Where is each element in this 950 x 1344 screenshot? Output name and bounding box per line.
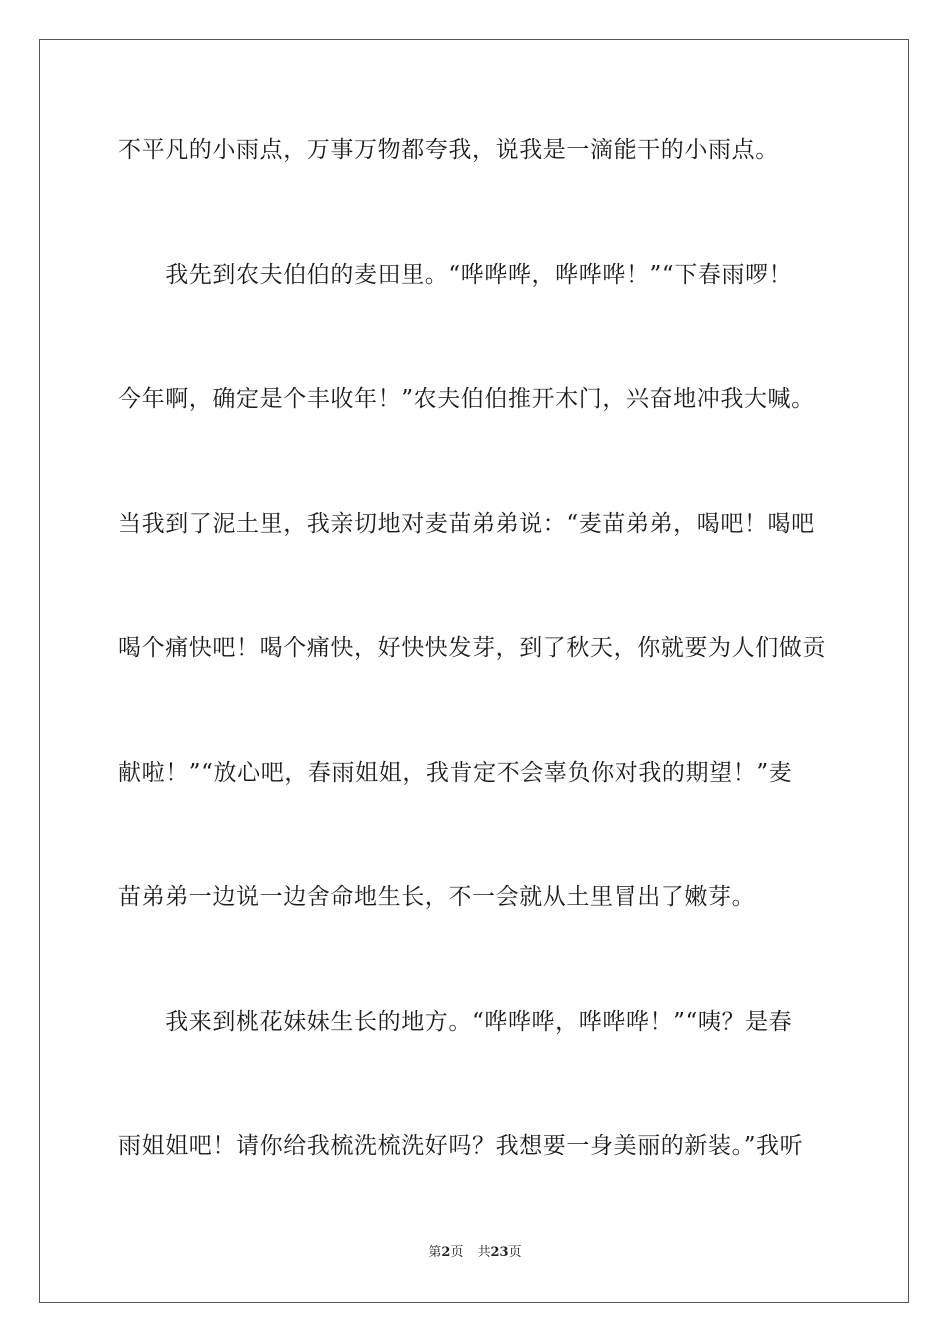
page-border (39, 39, 909, 1303)
page-prefix: 第 (428, 1245, 442, 1260)
text-line-2: 我先到农夫伯伯的麦田里。“哗哗哗，哗哗哗！”“下春雨啰！ (118, 262, 793, 288)
text-line-8: 我来到桃花妹妹生长的地方。“哗哗哗，哗哗哗！”“咦？是春 (118, 1009, 793, 1035)
total-pages: 23 (490, 1245, 509, 1260)
page-number: 2 (441, 1245, 451, 1260)
page-footer (0, 1245, 950, 1261)
page-suffix: 页 (450, 1245, 464, 1260)
text-line-9: 雨姐姐吧！请你给我梳洗梳洗好吗？我想要一身美丽的新装。”我听 (118, 1133, 804, 1159)
text-line-4: 当我到了泥土里，我亲切地对麦苗弟弟说：“麦苗弟弟，喝吧！喝吧 (118, 511, 815, 537)
text-line-5: 喝个痛快吧！喝个痛快，好快快发芽，到了秋天，你就要为人们做贡 (118, 635, 826, 661)
text-line-7: 苗弟弟一边说一边舍命地生长，不一会就从土里冒出了嫩芽。 (118, 884, 756, 910)
text-line-3: 今年啊，确定是个丰收年！”农夫伯伯推开木门，兴奋地冲我大喊。 (118, 386, 815, 412)
total-suffix: 页 (508, 1245, 522, 1260)
total-prefix: 共 (477, 1245, 491, 1260)
text-line-6: 献啦！”“放心吧，春雨姐姐，我肯定不会辜负你对我的期望！”麦 (118, 760, 793, 786)
text-line-1: 不平凡的小雨点，万事万物都夸我，说我是一滴能干的小雨点。 (118, 137, 779, 163)
